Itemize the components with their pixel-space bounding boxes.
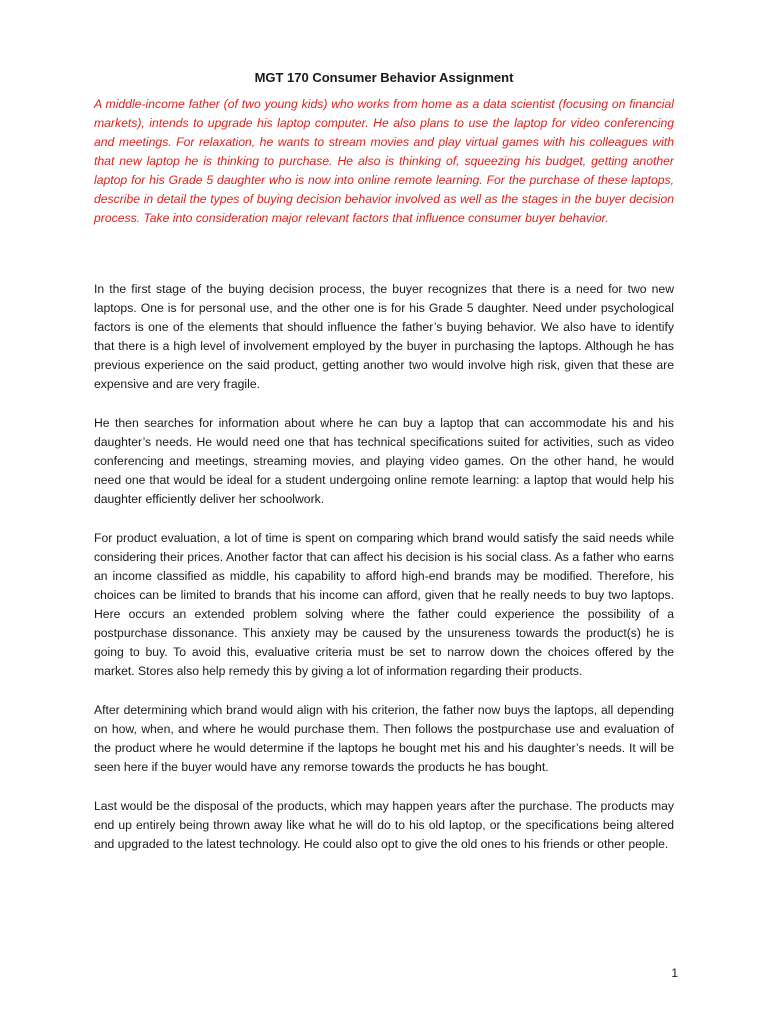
document-body <box>94 280 674 874</box>
document-title: MGT 170 Consumer Behavior Assignment <box>254 70 514 85</box>
assignment-prompt: A middle-income father (of two young kids) who works from home as a data scientist (focusing on financial markets), intends to upgrade his laptop computer. He also plans to use the laptop for video conferencing and meetings. For relaxation, he wants to stream movies and play virtual games with his colleagues with that new laptop he is thinking to purchase. He also is thinking of, squeezing his budget, getting another laptop for his Grade 5 daughter who is now into online remote learning. For the purchase of these laptops, describe in detail the types of buying decision behavior involved as well as the stages in the buyer decision process. Take into consideration major relevant factors that influence consumer buyer behavior. <box>94 97 674 225</box>
paragraph-information-search: He then searches for information about where he can buy a laptop that can accommodate his and his daughter’s needs. He would need one that has technical specifications suited for activities, such as video conferencing and meetings, streaming movies, and playing video games. On the other hand, he would need one that would be ideal for a student undergoing online remote learning: a laptop that would help his daughter efficiently deliver her schoolwork. <box>94 416 674 506</box>
paragraph-disposal: Last would be the disposal of the products, which may happen years after the purchase. The products may end up entirely being thrown away like what he will do to his old laptop, or the specifications being altered and upgraded to the latest technology. He could also opt to give the old ones to his friends or other people. <box>94 799 674 851</box>
paragraph-product-evaluation: For product evaluation, a lot of time is spent on comparing which brand would satisfy the said needs while considering their prices. Another factor that can affect his decision is his social class. As a father who earns an income classified as middle, his capability to afford high-end brands may be modified. Therefore, his choices can be limited to brands that his income can afford, given that he really needs to buy two laptops. Here occurs an extended problem solving where the father could experience the possibility of a postpurchase dissonance. This anxiety may be caused by the unsureness towards the product(s) he is going to buy. To avoid this, evaluative criteria must be set to narrow down the choices offered by the market. Stores also help remedy this by giving a lot of information regarding their products. <box>94 531 674 678</box>
paragraph-purchase-and-postpurchase: After determining which brand would align with his criterion, the father now buys the laptops, all depending on how, when, and where he would purchase them. Then follows the postpurchase use and evaluation of the product where he would determine if the laptops he bought met his and his daughter’s needs. It will be seen here if the buyer would have any remorse towards the products he has bought. <box>94 703 674 774</box>
page-number: 1 <box>671 966 678 980</box>
paragraph-problem-recognition: In the first stage of the buying decision process, the buyer recognizes that there is a need for two new laptops. One is for personal use, and the other one is for his Grade 5 daughter. Need under psychological factors is one of the elements that should influence the father’s buying behavior. We also have to identify that there is a high level of involvement employed by the buyer in purchasing the laptops. Although he has previous experience on the said product, getting another two would involve high risk, given that these are expensive and are very fragile. <box>94 282 674 391</box>
